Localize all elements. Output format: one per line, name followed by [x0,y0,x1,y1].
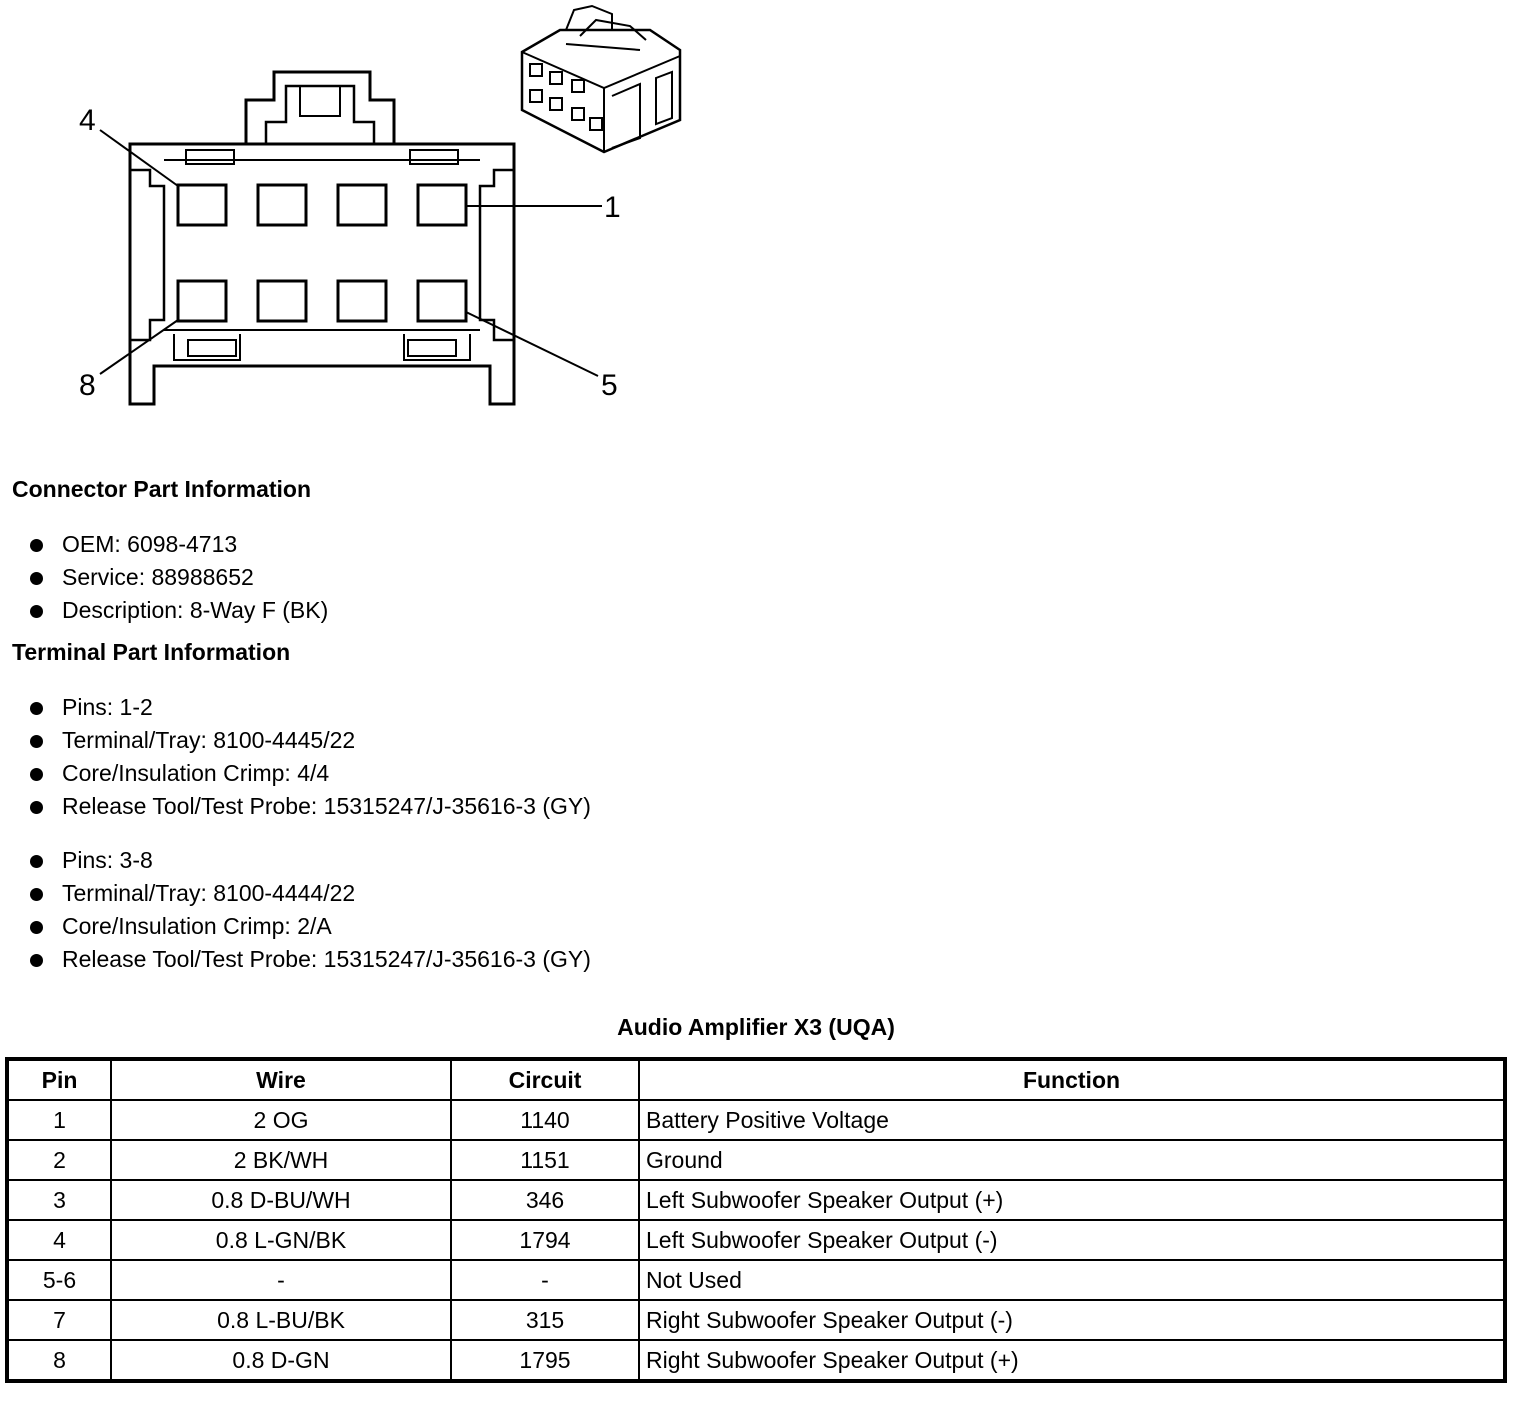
list-item: Description: 8-Way F (BK) [28,596,328,629]
cell-wire: 0.8 D-BU/WH [111,1180,451,1220]
cell-pin: 7 [7,1300,111,1340]
cell-function: Right Subwoofer Speaker Output (+) [639,1340,1505,1381]
cell-circuit: 315 [451,1300,639,1340]
cell-function: Not Used [639,1260,1505,1300]
pin-callout-4: 4 [79,104,96,137]
list-item: Core/Insulation Crimp: 2/A [28,912,591,945]
table-header-row [7,1059,1505,1100]
pin-callout-5: 5 [601,369,618,402]
cell-wire: 2 OG [111,1100,451,1140]
connector-isometric-icon [522,6,680,152]
column-header-function: Function [639,1059,1505,1100]
list-item: Terminal/Tray: 8100-4445/22 [28,726,591,759]
pin-cavity-7 [258,281,306,321]
pin-cavity-2 [338,185,386,225]
cell-circuit: 1794 [451,1220,639,1260]
table-row [7,1140,1505,1180]
pin-cavity-6 [338,281,386,321]
cell-wire: 0.8 D-GN [111,1340,451,1381]
cell-wire: 0.8 L-BU/BK [111,1300,451,1340]
list-item: Release Tool/Test Probe: 15315247/J-35616-3 (GY) [28,945,591,978]
list-item: Terminal/Tray: 8100-4444/22 [28,879,591,912]
terminal-info-heading: Terminal Part Information [12,639,291,665]
list-item: OEM: 6098-4713 [28,530,328,563]
connector-info-list [28,530,328,629]
cell-circuit: 1151 [451,1140,639,1180]
column-header-wire: Wire [111,1059,451,1100]
pin-cavity-3 [258,185,306,225]
table-row [7,1180,1505,1220]
list-item: Core/Insulation Crimp: 4/4 [28,759,591,792]
pin-cavity-5 [418,281,466,321]
cell-pin: 5-6 [7,1260,111,1300]
cell-circuit: 346 [451,1180,639,1220]
cell-circuit: - [451,1260,639,1300]
connector-body [130,144,514,404]
cell-wire: - [111,1260,451,1300]
cell-pin: 1 [7,1100,111,1140]
table-row [7,1300,1505,1340]
cell-function: Right Subwoofer Speaker Output (-) [639,1300,1505,1340]
pin-cavity-8 [178,281,226,321]
cell-circuit: 1795 [451,1340,639,1381]
terminal-info-list-1 [28,693,591,825]
table-row [7,1100,1505,1140]
column-header-pin: Pin [7,1059,111,1100]
connector-info-heading: Connector Part Information [12,476,312,502]
cell-pin: 4 [7,1220,111,1260]
connector-latch [246,72,394,144]
list-item: Service: 88988652 [28,563,328,596]
cell-pin: 8 [7,1340,111,1381]
leader-line-4 [100,130,178,186]
terminal-info-list-2 [28,846,591,978]
pin-cavity-1 [418,185,466,225]
cell-wire: 0.8 L-GN/BK [111,1220,451,1260]
cell-function: Left Subwoofer Speaker Output (+) [639,1180,1505,1220]
pin-callout-8: 8 [79,369,96,402]
table-row [7,1260,1505,1300]
pin-cavity-4 [178,185,226,225]
cell-pin: 2 [7,1140,111,1180]
table-title: Audio Amplifier X3 (UQA) [617,1014,895,1040]
cell-pin: 3 [7,1180,111,1220]
connector-diagram [0,0,700,420]
list-item: Pins: 1-2 [28,693,591,726]
list-item: Pins: 3-8 [28,846,591,879]
cell-function: Ground [639,1140,1505,1180]
table-row [7,1220,1505,1260]
cell-function: Left Subwoofer Speaker Output (-) [639,1220,1505,1260]
cell-circuit: 1140 [451,1100,639,1140]
cell-function: Battery Positive Voltage [639,1100,1505,1140]
pinout-table [5,1057,1507,1383]
pin-callout-1: 1 [604,191,621,224]
list-item: Release Tool/Test Probe: 15315247/J-35616-3 (GY) [28,792,591,825]
table-row [7,1340,1505,1381]
column-header-circuit: Circuit [451,1059,639,1100]
cell-wire: 2 BK/WH [111,1140,451,1180]
